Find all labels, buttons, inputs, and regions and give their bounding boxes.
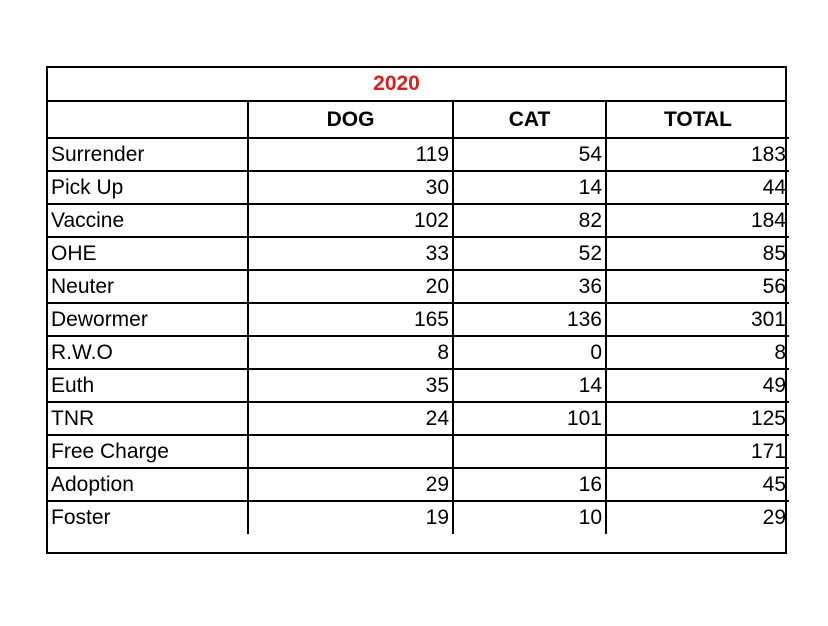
cell-total: 8 bbox=[606, 336, 789, 369]
header-label bbox=[48, 102, 248, 138]
cell-cat: 54 bbox=[453, 138, 606, 171]
cell-total: 45 bbox=[606, 468, 789, 501]
cell-total: 301 bbox=[606, 303, 789, 336]
cell-total: 44 bbox=[606, 171, 789, 204]
cell-dog: 19 bbox=[248, 501, 453, 534]
cell-total: 56 bbox=[606, 270, 789, 303]
table-row bbox=[48, 336, 789, 369]
cell-cat: 14 bbox=[453, 369, 606, 402]
table-row bbox=[48, 303, 789, 336]
table-row bbox=[48, 171, 789, 204]
table-row bbox=[48, 468, 789, 501]
cell-label: Dewormer bbox=[48, 303, 248, 336]
cell-label: R.W.O bbox=[48, 336, 248, 369]
title-row bbox=[48, 68, 785, 102]
cell-label: Adoption bbox=[48, 468, 248, 501]
header-cat: CAT bbox=[453, 102, 606, 138]
cell-dog: 35 bbox=[248, 369, 453, 402]
cell-cat: 0 bbox=[453, 336, 606, 369]
cell-total: 29 bbox=[606, 501, 789, 534]
cell-cat: 101 bbox=[453, 402, 606, 435]
cell-cat: 36 bbox=[453, 270, 606, 303]
cell-dog: 165 bbox=[248, 303, 453, 336]
cell-dog: 102 bbox=[248, 204, 453, 237]
table-row bbox=[48, 402, 789, 435]
table-row bbox=[48, 435, 789, 468]
table-row bbox=[48, 204, 789, 237]
cell-total: 49 bbox=[606, 369, 789, 402]
cell-total: 85 bbox=[606, 237, 789, 270]
cell-cat: 10 bbox=[453, 501, 606, 534]
cell-total: 125 bbox=[606, 402, 789, 435]
cell-total: 183 bbox=[606, 138, 789, 171]
cell-label: Foster bbox=[48, 501, 248, 534]
stats-table bbox=[48, 102, 789, 534]
stats-table-sheet bbox=[46, 66, 787, 554]
table-row bbox=[48, 138, 789, 171]
cell-dog: 24 bbox=[248, 402, 453, 435]
table-row bbox=[48, 369, 789, 402]
table-row bbox=[48, 270, 789, 303]
cell-dog: 33 bbox=[248, 237, 453, 270]
table-title: 2020 bbox=[373, 72, 420, 95]
table-row bbox=[48, 501, 789, 534]
cell-dog: 30 bbox=[248, 171, 453, 204]
cell-dog: 29 bbox=[248, 468, 453, 501]
cell-dog: 119 bbox=[248, 138, 453, 171]
cell-label: OHE bbox=[48, 237, 248, 270]
cell-label: Euth bbox=[48, 369, 248, 402]
cell-cat: 136 bbox=[453, 303, 606, 336]
cell-label: Pick Up bbox=[48, 171, 248, 204]
cell-dog bbox=[248, 435, 453, 468]
table-row bbox=[48, 237, 789, 270]
cell-dog: 20 bbox=[248, 270, 453, 303]
cell-label: TNR bbox=[48, 402, 248, 435]
cell-cat: 82 bbox=[453, 204, 606, 237]
cell-label: Surrender bbox=[48, 138, 248, 171]
cell-label: Neuter bbox=[48, 270, 248, 303]
header-total: TOTAL bbox=[606, 102, 789, 138]
cell-total: 184 bbox=[606, 204, 789, 237]
cell-cat bbox=[453, 435, 606, 468]
header-row bbox=[48, 102, 789, 138]
cell-cat: 16 bbox=[453, 468, 606, 501]
cell-cat: 14 bbox=[453, 171, 606, 204]
cell-label: Free Charge bbox=[48, 435, 248, 468]
cell-total: 171 bbox=[606, 435, 789, 468]
cell-cat: 52 bbox=[453, 237, 606, 270]
header-dog: DOG bbox=[248, 102, 453, 138]
cell-label: Vaccine bbox=[48, 204, 248, 237]
cell-dog: 8 bbox=[248, 336, 453, 369]
